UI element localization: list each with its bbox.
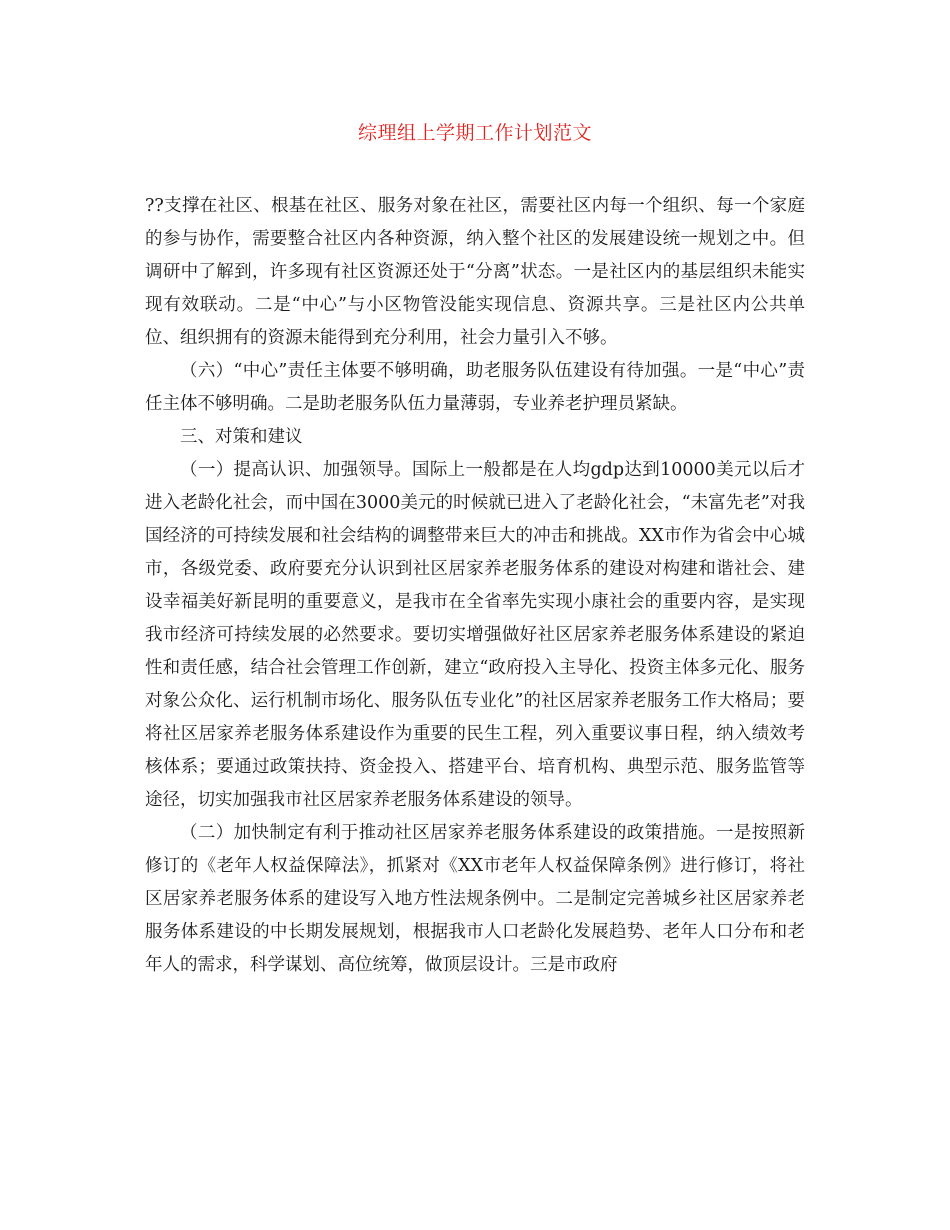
paragraph-leadership: （一）提高认识、加强领导。国际上一般都是在人均gdp达到10000美元以后才进入老龄化社会，而中国在3000美元的时候就已进入了老龄化社会，“未富先老”对我国经济的可持续发展和社会结构的调整带来巨大的冲击和挑战。XX市作为省会中心城市，各级党委、政府要充分认识到社区居家养老服务体系的建设对构建和谐社会、建设幸福美好新昆明的重要意义，是我市在全省率先实现小康社会的重要内容，是实现我市经济可持续发展的必然要求。要切实增强做好社区居家养老服务体系建设的紧迫性和责任感，结合社会管理工作创新，建立“政府投入主导化、投资主体多元化、服务对象公众化、运行机制市场化、服务队伍专业化”的社区居家养老服务工作大格局；要将社区居家养老服务体系建设作为重要的民生工程，列入重要议事日程，纳入绩效考核体系；要通过政策扶持、资金投入、搭建平台、培育机构、典型示范、服务监管等途径，切实加强我市社区居家养老服务体系建设的领导。	[145, 460, 805, 810]
document-title: 综理组上学期工作计划范文	[357, 122, 592, 144]
paragraph-policy-measures: （二）加快制定有利于推动社区居家养老服务体系建设的政策措施。一是按照新修订的《老年人权益保障法》，抓紧对《XX市老年人权益保障条例》进行修订，将社区居家养老服务体系的建设写入地方性法规条例中。二是制定完善城乡社区居家养老服务体系建设的中长期发展规划，根据我市人口老龄化发展趋势、老年人口分布和老年人的需求，科学谋划、高位统筹，做顶层设计。三是市政府	[145, 823, 805, 975]
paragraph-community-resources: ??支撑在社区、根基在社区、服务对象在社区，需要社区内每一个组织、每一个家庭的参与协作，需要整合社区内各种资源，纳入整个社区的发展建设统一规划之中。但调研中了解到，许多现有社区资源还处于“分离”状态。一是社区内的基层组织未能实现有效联动。二是“中心”与小区物管没能实现信息、资源共享。三是社区内公共单位、组织拥有的资源未能得到充分利用，社会力量引入不够。	[145, 196, 805, 348]
paragraph-service-team: （六）“中心”责任主体要不够明确，助老服务队伍建设有待加强。一是“中心”责任主体不够明确。二是助老服务队伍力量薄弱，专业养老护理员紧缺。	[145, 361, 805, 414]
document-body	[145, 190, 805, 982]
section-heading-countermeasures: 三、对策和建议	[180, 427, 303, 447]
